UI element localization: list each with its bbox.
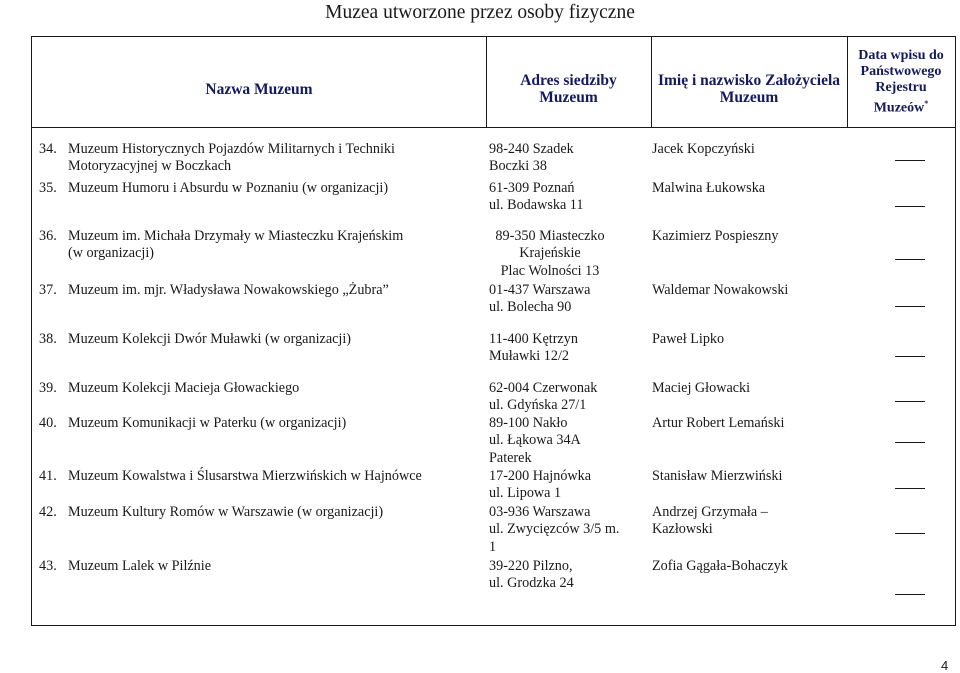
address-line: ul. Gdyńska 27/1 bbox=[489, 397, 587, 414]
museum-name-line: Muzeum im. Michała Drzymały w Miasteczku Krajeńskim bbox=[68, 228, 404, 244]
header-date-line3: Rejestru bbox=[875, 79, 927, 95]
founder-name bbox=[652, 228, 847, 245]
museum-address bbox=[489, 331, 649, 366]
address-line: 89-100 Nakło bbox=[489, 415, 568, 431]
header-address bbox=[486, 37, 651, 127]
header-name: Nazwa Muzeum bbox=[205, 80, 313, 98]
museum-name bbox=[68, 504, 478, 521]
header-founder bbox=[651, 37, 847, 127]
address-line: 39-220 Pilzno, bbox=[489, 558, 573, 574]
museum-address bbox=[489, 141, 649, 176]
header-divider bbox=[486, 37, 487, 127]
founder-name bbox=[652, 558, 847, 575]
museum-name-line: Muzeum Kowalstwa i Ślusarstwa Mierzwińskich w Hajnówce bbox=[68, 468, 422, 484]
museum-name bbox=[68, 558, 478, 575]
date-empty-dash bbox=[895, 594, 925, 595]
header-date-line4: Muzeów bbox=[873, 100, 925, 116]
museum-address bbox=[489, 380, 649, 415]
founder-line: Artur Robert Lemański bbox=[652, 415, 785, 431]
address-line: 61-309 Poznań bbox=[489, 180, 575, 196]
address-line: ul. Grodzka 24 bbox=[489, 575, 574, 592]
museum-address bbox=[489, 282, 649, 317]
museum-name bbox=[68, 141, 478, 176]
header-address-line2: Muzeum bbox=[539, 89, 598, 106]
date-empty-dash bbox=[895, 206, 925, 207]
row-number: 43. bbox=[39, 558, 57, 574]
museum-register-table bbox=[31, 36, 956, 626]
address-line: ul. Zwycięzców 3/5 m. bbox=[489, 521, 620, 538]
museum-name-line: Muzeum Komunikacji w Paterku (w organizacji) bbox=[68, 415, 347, 431]
museum-address bbox=[489, 180, 649, 215]
header-address-line1: Adres siedziby bbox=[520, 72, 617, 89]
founder-line: Waldemar Nowakowski bbox=[652, 282, 789, 298]
museum-address bbox=[489, 558, 649, 593]
header-divider bbox=[651, 37, 652, 127]
page-title: Muzea utworzone przez osoby fizyczne bbox=[325, 2, 635, 23]
date-empty-dash bbox=[895, 160, 925, 161]
museum-name bbox=[68, 331, 478, 348]
date-empty-dash bbox=[895, 306, 925, 307]
address-line: Muławki 12/2 bbox=[489, 348, 569, 365]
address-line: 11-400 Kętrzyn bbox=[489, 331, 578, 347]
row-number: 38. bbox=[39, 331, 57, 347]
address-line: ul. Łąkowa 34A bbox=[489, 432, 581, 449]
museum-address bbox=[480, 228, 620, 280]
address-line: 98-240 Szadek bbox=[489, 141, 574, 157]
museum-name-line: Muzeum im. mjr. Władysława Nowakowskiego „Żubra” bbox=[68, 282, 389, 298]
museum-name-line: Muzeum Kultury Romów w Warszawie (w organizacji) bbox=[68, 504, 384, 520]
row-number: 35. bbox=[39, 180, 57, 196]
address-line: Boczki 38 bbox=[489, 158, 547, 175]
museum-name bbox=[68, 282, 478, 299]
header-date-line1: Data wpisu do bbox=[858, 47, 944, 63]
date-empty-dash bbox=[895, 442, 925, 443]
museum-name bbox=[68, 228, 478, 263]
address-line: Plac Wolności 13 bbox=[500, 262, 600, 279]
date-empty-dash bbox=[895, 533, 925, 534]
founder-name bbox=[652, 468, 847, 485]
founder-name bbox=[652, 180, 847, 197]
header-date-footnote-mark: * bbox=[924, 98, 929, 108]
page-number: 4 bbox=[941, 658, 949, 673]
address-line: Paterek bbox=[489, 449, 532, 466]
founder-line: Kazimierz Pospieszny bbox=[652, 228, 779, 244]
founder-line: Paweł Lipko bbox=[652, 331, 725, 347]
museum-name bbox=[68, 468, 478, 485]
address-line: 01-437 Warszawa bbox=[489, 282, 591, 298]
museum-name-line: Muzeum Kolekcji Macieja Głowackiego bbox=[68, 380, 300, 396]
museum-name bbox=[68, 380, 478, 397]
address-line: 62-004 Czerwonak bbox=[489, 380, 598, 396]
address-line: 89-350 Miasteczko bbox=[495, 228, 605, 244]
museum-name-line: Muzeum Kolekcji Dwór Muławki (w organizacji) bbox=[68, 331, 352, 347]
founder-name bbox=[652, 282, 847, 299]
founder-name bbox=[652, 415, 847, 432]
row-number: 34. bbox=[39, 141, 57, 157]
museum-name-line: Muzeum Historycznych Pojazdów Militarnych i Techniki bbox=[68, 141, 395, 157]
museum-name-line: Muzeum Lalek w Pilźnie bbox=[68, 558, 212, 574]
header-founder-line2: Muzeum bbox=[719, 89, 779, 106]
museum-name-line: Motoryzacyjnej w Boczkach bbox=[68, 158, 232, 175]
address-line: Krajeńskie bbox=[519, 245, 581, 262]
header-founder-line1: Imię i nazwisko Założyciela bbox=[657, 72, 841, 89]
date-empty-dash bbox=[895, 356, 925, 357]
museum-address bbox=[489, 504, 649, 556]
founder-line: Zofia Gągała-Bohaczyk bbox=[652, 558, 788, 574]
date-empty-dash bbox=[895, 401, 925, 402]
row-number: 41. bbox=[39, 468, 57, 484]
museum-name-line: (w organizacji) bbox=[68, 245, 155, 262]
museum-name bbox=[68, 180, 478, 197]
founder-name bbox=[652, 331, 847, 348]
address-line: ul. Bodawska 11 bbox=[489, 197, 584, 214]
museum-address bbox=[489, 415, 649, 467]
date-empty-dash bbox=[895, 488, 925, 489]
founder-line: Malwina Łukowska bbox=[652, 180, 766, 196]
date-empty-dash bbox=[895, 259, 925, 260]
founder-name bbox=[652, 380, 847, 397]
header-divider bbox=[847, 37, 848, 127]
founder-line: Jacek Kopczyński bbox=[652, 141, 755, 157]
table-header-row bbox=[32, 37, 955, 128]
address-line: 03-936 Warszawa bbox=[489, 504, 591, 520]
founder-name bbox=[652, 504, 847, 539]
founder-line: Maciej Głowacki bbox=[652, 380, 751, 396]
row-number: 37. bbox=[39, 282, 57, 298]
founder-line: Stanisław Mierzwiński bbox=[652, 468, 783, 484]
museum-name-line: Muzeum Humoru i Absurdu w Poznaniu (w organizacji) bbox=[68, 180, 389, 196]
founder-name bbox=[652, 141, 847, 158]
museum-name bbox=[68, 415, 478, 432]
address-line: 1 bbox=[489, 538, 497, 555]
row-number: 39. bbox=[39, 380, 57, 396]
founder-line: Kazłowski bbox=[652, 521, 713, 538]
header-date bbox=[847, 37, 955, 127]
founder-line: Andrzej Grzymała – bbox=[652, 504, 768, 520]
row-number: 36. bbox=[39, 228, 57, 244]
address-line: ul. Lipowa 1 bbox=[489, 485, 562, 502]
address-line: 17-200 Hajnówka bbox=[489, 468, 592, 484]
header-date-line2: Państwowego bbox=[860, 63, 942, 79]
row-number: 42. bbox=[39, 504, 57, 520]
row-number: 40. bbox=[39, 415, 57, 431]
museum-address bbox=[489, 468, 649, 503]
address-line: ul. Bolecha 90 bbox=[489, 299, 572, 316]
